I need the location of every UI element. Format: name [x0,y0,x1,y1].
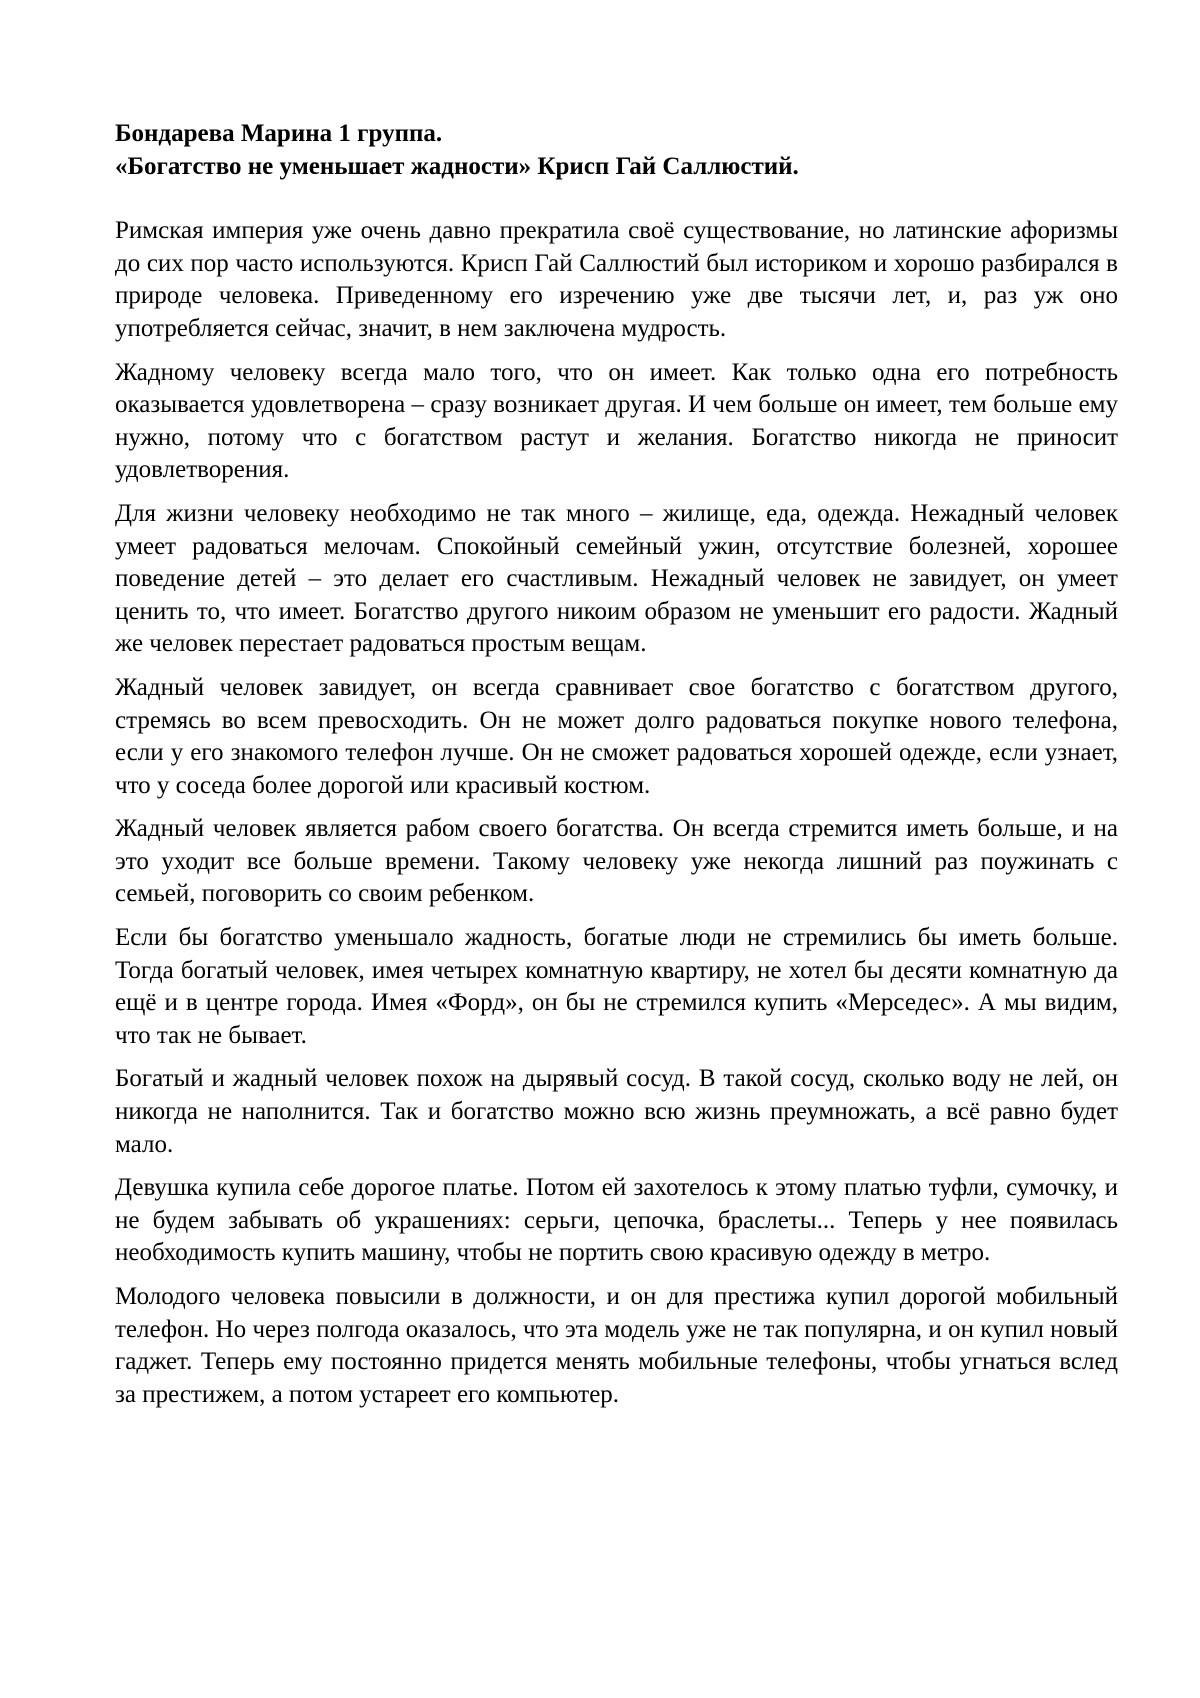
paragraph: Девушка купила себе дорогое платье. Потом ей захотелось к этому платью туфли, сумочку, и не будем забывать об украшениях: серьги, цепочка, браслеты... Теперь у нее появилась необходимость купить машину, чтобы не портить свою красивую одежду в метро. [115,1174,1118,1267]
document-body [115,118,1118,1422]
paragraph: Богатый и жадный человек похож на дырявый сосуд. В такой сосуд, сколько воду не лей, он никогда не наполнится. Так и богатство можно всю жизнь преумножать, а всё равно будет мало. [115,1065,1118,1158]
paragraph: Для жизни человеку необходимо не так много – жилище, еда, одежда. Нежадный человек умеет радоваться мелочам. Спокойный семейный ужин, отсутствие болезней, хорошее поведение детей – это делает его счастливым. Нежадный человек не завидует, он умеет ценить то, что имеет. Богатство другого никоим образом не уменьшит его радости. Жадный же человек перестает радоваться простым вещам. [115,499,1118,658]
paragraph: Молодого человека повысили в должности, и он для престижа купил дорогой мобильный телефон. Но через полгода оказалось, что эта модель уже не так популярна, и он купил новый гаджет. Теперь ему постоянно придется менять мобильные телефоны, чтобы угнаться вслед за престижем, а потом устареет его компьютер. [115,1283,1118,1408]
document-header [115,118,1118,183]
paragraph: Если бы богатство уменьшало жадность, богатые люди не стремились бы иметь больше. Тогда богатый человек, имея четырех комнатную квартиру, не хотел бы десяти комнатную да ещё и в центре города. Имея «Форд», он бы не стремился купить «Мерседес». А мы видим, что так не бывает. [115,924,1118,1049]
paragraph: Римская империя уже очень давно прекратила своё существование, но латинские афоризмы до сих пор часто используются. Крисп Гай Саллюстий был историком и хорошо разбирался в природе человека. Приведенному его изречению уже две тысячи лет, и, раз уж оно употребляется сейчас, значит, в нем заключена мудрость. [115,217,1118,342]
essay-title: «Богатство не уменьшает жадности» Крисп Гай Саллюстий. [115,152,799,180]
paragraph: Жадный человек завидует, он всегда сравнивает свое богатство с богатством другого, стремясь во всем превосходить. Он не может долго радоваться покупке нового телефона, если у его знакомого телефон лучше. Он не сможет радоваться хорошей одежде, если узнает, что у соседа более дорогой или красивый костюм. [115,673,1118,799]
paragraph: Жадный человек является рабом своего богатства. Он всегда стремится иметь больше, и на это уходит все больше времени. Такому человеку уже некогда лишний раз поужинать с семьей, поговорить со своим ребенком. [115,815,1118,908]
paragraph: Жадному человеку всегда мало того, что он имеет. Как только одна его потребность оказывается удовлетворена – сразу возникает другая. И чем больше он имеет, тем больше ему нужно, потому что с богатством растут и желания. Богатство никогда не приносит удовлетворения. [115,358,1118,484]
author-line: Бондарева Марина 1 группа. [115,120,443,147]
